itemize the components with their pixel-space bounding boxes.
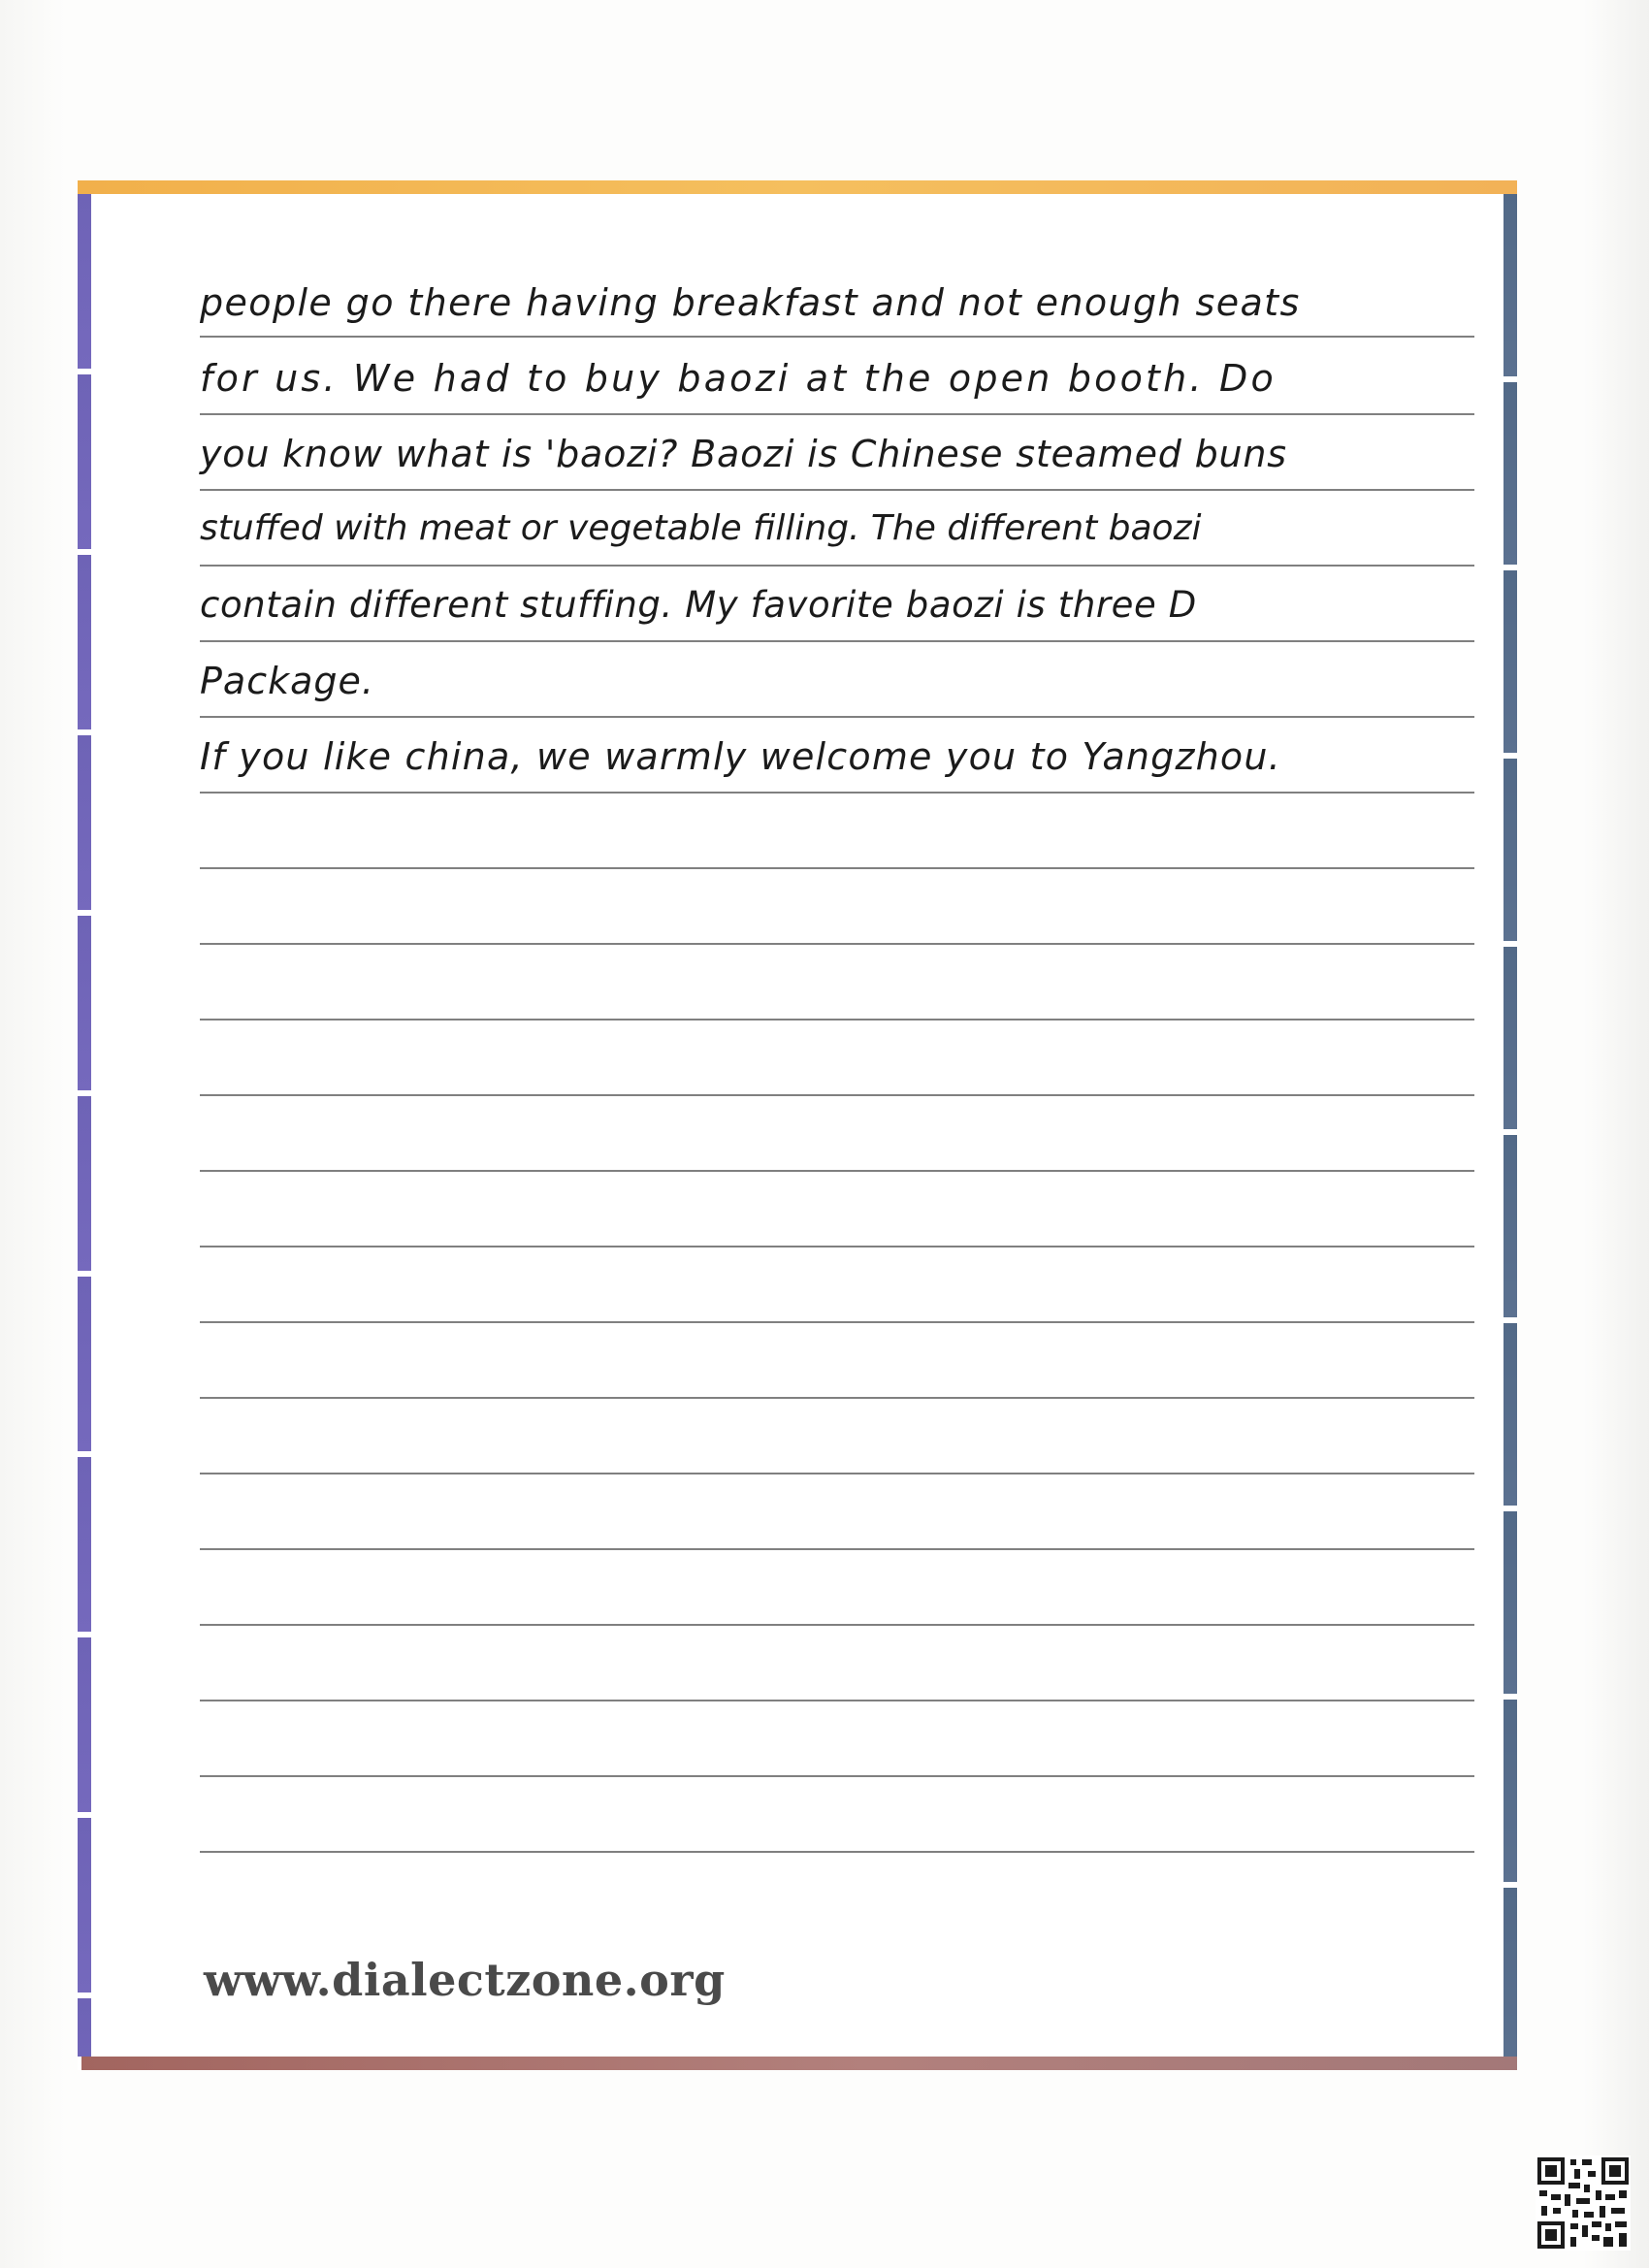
ruled-line (200, 1775, 1474, 1777)
ruled-line (200, 943, 1474, 945)
ruled-line (200, 1321, 1474, 1323)
handwritten-line-6: Package. (200, 660, 374, 702)
handwritten-line-3: you know what is 'baozi? Baozi is Chinese steamed buns (200, 433, 1287, 475)
ruled-line (200, 1473, 1474, 1474)
handwritten-line-5: contain different stuffing. My favorite baozi is three D (200, 584, 1197, 626)
handwritten-line-2: for us. We had to buy baozi at the open booth. Do (200, 357, 1277, 400)
border-left-purple (78, 194, 91, 2057)
ruled-line (200, 1397, 1474, 1399)
handwritten-line-7: If you like china, we warmly welcome you to Yangzhou. (200, 735, 1281, 778)
ruled-line (200, 1246, 1474, 1247)
handwritten-line-4: stuffed with meat or vegetable filling. The different baozi (200, 508, 1202, 548)
letter-sheet (78, 180, 1517, 2070)
handwritten-line-1: people go there having breakfast and not enough seats (200, 281, 1301, 324)
border-right-blue (1504, 194, 1517, 2057)
footer-website-url: www.dialectzone.org (204, 1954, 726, 2006)
ruled-line (200, 1170, 1474, 1172)
ruled-line (200, 1700, 1474, 1701)
ruled-writing-area (200, 180, 1474, 2070)
ruled-line (200, 1624, 1474, 1626)
ruled-line (200, 1851, 1474, 1853)
ruled-line (200, 1548, 1474, 1550)
qr-code-icon (1536, 2155, 1631, 2251)
ruled-line (200, 1019, 1474, 1021)
qr-code-graphic (1536, 2155, 1631, 2251)
ruled-line (200, 1094, 1474, 1096)
ruled-line (200, 867, 1474, 869)
